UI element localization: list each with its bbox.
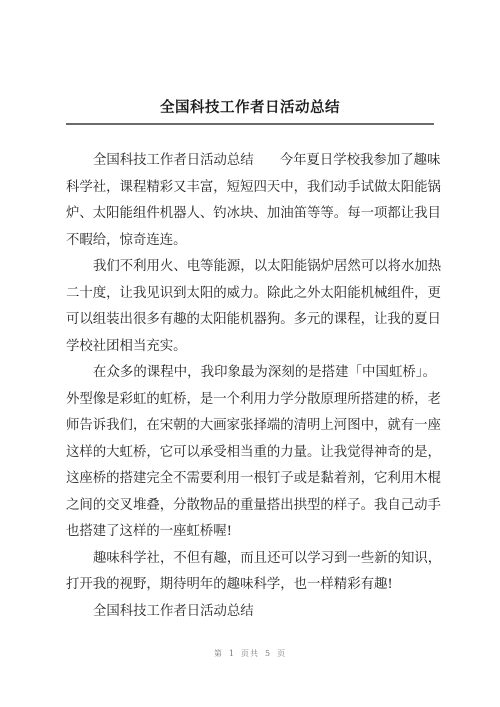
paragraph-line: 我们不利用火、电等能源，以太阳能锅炉居然可以将水加热 xyxy=(93,259,442,274)
footer-page-total: 5 xyxy=(265,649,272,658)
paragraph-line: 全国科技工作者日活动总结 xyxy=(93,603,254,619)
footer-page-number: 1 xyxy=(228,649,235,658)
document-body xyxy=(66,148,442,625)
paragraph-line: 趣味科学社，不但有趣，而且还可以学习到一些新的知识， xyxy=(93,550,442,566)
footer-mid: 页共 xyxy=(241,649,259,658)
footer-suffix: 页 xyxy=(277,649,287,658)
paragraph-line: 这座桥的搭建完全不需要利用一根钉子或是黏着剂，它利用木棍 xyxy=(66,471,441,486)
paragraph-line: 学校社团相当充实。 xyxy=(66,338,187,354)
page-footer xyxy=(0,648,500,659)
paragraph-5 xyxy=(66,599,436,626)
paragraph-line: 可以组装出很多有趣的太阳能机器狗。多元的课程，让我的夏日 xyxy=(66,312,441,327)
document-title: 全国科技工作者日活动总结 xyxy=(160,100,340,116)
paragraph-line xyxy=(66,148,441,175)
paragraph-line: 这样的大虹桥，它可以承受相当重的力量。让我觉得神奇的是， xyxy=(66,444,441,460)
paragraph-line: 二十度，让我见识到太阳的威力。除此之外太阳能机械组件，更 xyxy=(66,285,441,301)
paragraph-lead: 全国科技工作者日活动总结 xyxy=(93,153,254,168)
paragraph-3 xyxy=(66,360,441,546)
paragraph-line: 不暇给，惊奇连连。 xyxy=(66,232,187,248)
paragraph-line: 科学社，课程精彩又丰富，短短四天中，我们动手试做太阳能锅 xyxy=(66,179,441,195)
paragraph-line: 也搭建了这样的一座虹桥喔! xyxy=(66,524,233,539)
footer-prefix: 第 xyxy=(213,649,223,658)
paragraph-2 xyxy=(66,254,442,360)
paragraph-text: 今年夏日学校我参加了趣味 xyxy=(279,153,441,168)
paragraph-4 xyxy=(66,546,442,599)
paragraph-line: 在众多的课程中，我印象最为深刻的是搭建「中国虹桥」。 xyxy=(93,365,436,380)
paragraph-line: 师告诉我们，在宋朝的大画家张择端的清明上河图中，就有一座 xyxy=(66,418,441,433)
paragraph-line: 炉、太阳能组件机器人、钓冰块、加油笛等等。每一项都让我目 xyxy=(66,206,441,221)
paragraph-line: 外型像是彩虹的虹桥，是一个利用力学分散原理所搭建的桥，老 xyxy=(66,391,441,407)
paragraph-line: 之间的交叉堆叠，分散物品的重量搭出拱型的样子。我自己动手 xyxy=(66,497,441,513)
paragraph-1 xyxy=(66,148,441,254)
paragraph-line: 打开我的视野，期待明年的趣味科学，也一样精彩有趣! xyxy=(66,577,393,592)
title-divider xyxy=(66,123,434,125)
